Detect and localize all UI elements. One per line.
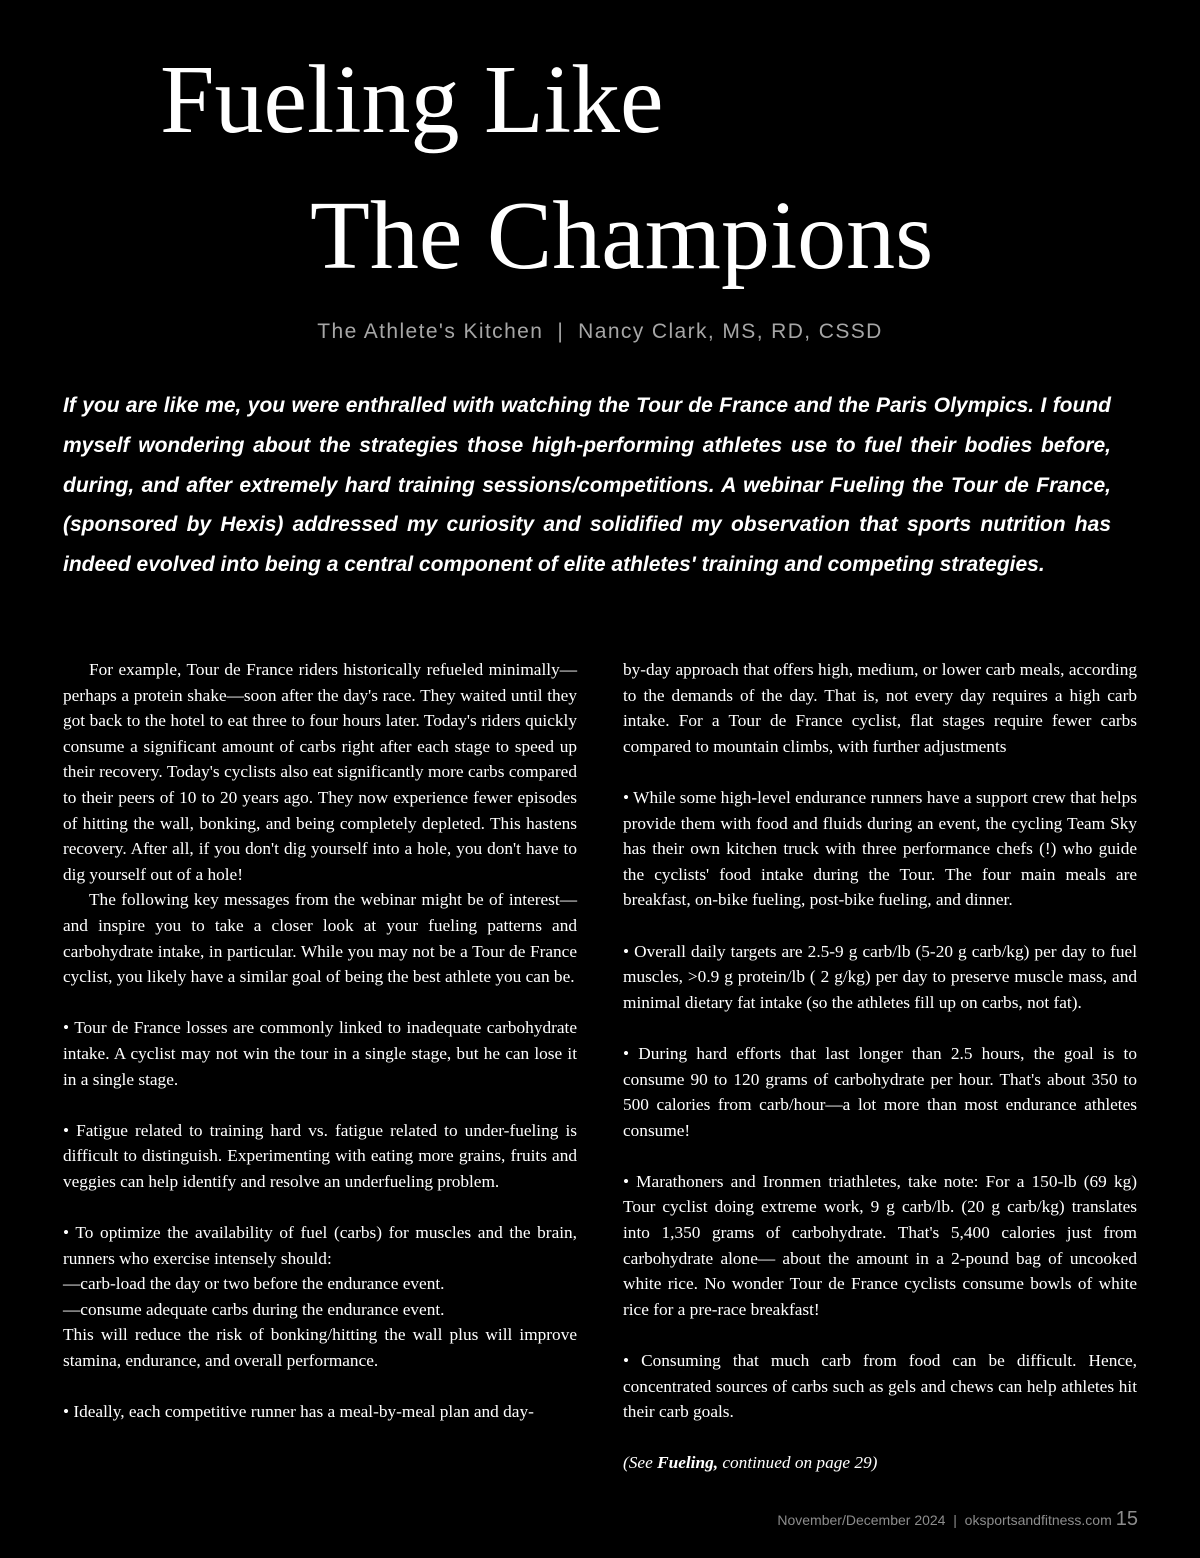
- intro-paragraph: If you are like me, you were enthralled with watching the Tour de France and the Paris Olympics. I found myself wondering about the strategies those high-performing athletes use to fuel their bodies before, during, and after extremely hard training sessions/competitions. A webinar Fueling the Tour de France, (sponsored by Hexis) addressed my curiosity and solidified my observation that sports nutrition has indeed evolved into being a central component of elite athletes' training and competing strategies.: [63, 394, 1111, 577]
- body-paragraph: The following key messages from the webinar might be of interest—and inspire you to take a closer look at your fueling patterns and carbohydrate intake, in particular. While you may not be a Tour de France cyclist, you likely have a similar goal of being the best athlete you can be.: [63, 890, 577, 987]
- bullet-subitem: —carb-load the day or two before the endurance event.: [63, 1274, 445, 1294]
- title-line-1: Fueling Like: [160, 46, 664, 154]
- bullet-continuation: by-day approach that offers high, medium, or lower carb meals, according to the demands of the day. That is, not every day requires a high carb intake. For a Tour de France cyclist, flat stages require fewer carbs compared to mountain climbs, with further adjustments: [623, 660, 1137, 756]
- bullet-point: • During hard efforts that last longer than 2.5 hours, the goal is to consume 90 to 120 grams of carbohydrate per hour. That's about 350 to 500 calories from carb/hour—a lot more than most endurance athletes consume!: [623, 1043, 1137, 1140]
- byline-column: The Athlete's Kitchen: [317, 320, 544, 343]
- bullet-point: • Marathoners and Ironmen triathletes, take note: For a 150-lb (69 kg) Tour cyclist doing extreme work, 9 g carb/lb. (20 g carb/kg) translates into 1,350 grams of carbohydrate. That's 5,400 calories just from carbohydrate alone— about the amount in a 2-pound bag of uncooked white rice. No wonder Tour de France cyclists consume bowls of white rice for a pre-race breakfast!: [623, 1171, 1137, 1319]
- left-column: [63, 657, 577, 1425]
- bullet-point: • Overall daily targets are 2.5-9 g carb/lb (5-20 g carb/kg) per day to fuel muscles, >0.9 g protein/lb ( 2 g/kg) per day to preserve muscle mass, and minimal dietary fat intake (so the athletes fill up on carbs, not fat).: [623, 941, 1137, 1012]
- footer-site: oksportsandfitness.com: [964, 1512, 1112, 1528]
- page-number: 15: [1115, 1508, 1138, 1530]
- body-paragraph: For example, Tour de France riders historically refueled minimally—perhaps a protein shake—soon after the day's race. They waited until they got back to the hotel to eat three to four hours later. Today's riders quickly consume a significant amount of carbs right after each stage to speed up their recovery. Today's cyclists also eat significantly more carbs compared to their peers of 10 to 20 years ago. They now experience fewer episodes of hitting the wall, bonking, and being completely depleted. This hastens recovery. After all, if you don't dig yourself into a hole, you don't have to dig yourself out of a hole!: [63, 660, 577, 884]
- continued-open: (See: [623, 1453, 658, 1473]
- right-column: [623, 657, 1137, 1476]
- bullet-subitem: —consume adequate carbs during the endurance event.: [63, 1299, 445, 1319]
- title-line-2: The Champions: [310, 182, 934, 290]
- page-footer: [777, 1508, 1138, 1531]
- bullet-point: • Fatigue related to training hard vs. fatigue related to under-fueling is difficult to distinguish. Experimenting with eating more grains, fruits and veggies can help identify and resolve an underfueling problem.: [63, 1120, 577, 1191]
- bullet-point: • Tour de France losses are commonly linked to inadequate carbohydrate intake. A cyclist may not win the tour in a single stage, but he can lose it in a single stage.: [63, 1018, 577, 1089]
- continued-note: [623, 1450, 1137, 1476]
- footer-separator: [945, 1512, 964, 1528]
- byline-author: Nancy Clark, MS, RD, CSSD: [578, 320, 883, 343]
- byline-separator: |: [557, 320, 565, 343]
- bullet-point: • Consuming that much carb from food can be difficult. Hence, concentrated sources of carbs such as gels and chews can help athletes hit their carb goals.: [623, 1351, 1137, 1422]
- bullet-point: • To optimize the availability of fuel (carbs) for muscles and the brain, runners who exercise intensely should:: [63, 1223, 577, 1268]
- bullet-point: • While some high-level endurance runners have a support crew that helps provide them with food and fluids during an event, the cycling Team Sky has their own kitchen truck with three performance chefs (!) who guide the cyclists' food intake during the Tour. The four main meals are breakfast, on-bike fueling, post-bike fueling, and dinner.: [623, 787, 1137, 910]
- continued-rest: continued on page 29): [718, 1453, 878, 1473]
- footer-issue: November/December 2024: [777, 1512, 946, 1528]
- byline: [0, 320, 1200, 344]
- footer-separator-glyph: |: [953, 1512, 957, 1528]
- continued-keyword: Fueling,: [657, 1453, 719, 1473]
- bullet-point: • Ideally, each competitive runner has a meal-by-meal plan and day-: [63, 1402, 534, 1422]
- bullet-conclusion: This will reduce the risk of bonking/hitting the wall plus will improve stamina, endurance, and overall performance.: [63, 1325, 577, 1371]
